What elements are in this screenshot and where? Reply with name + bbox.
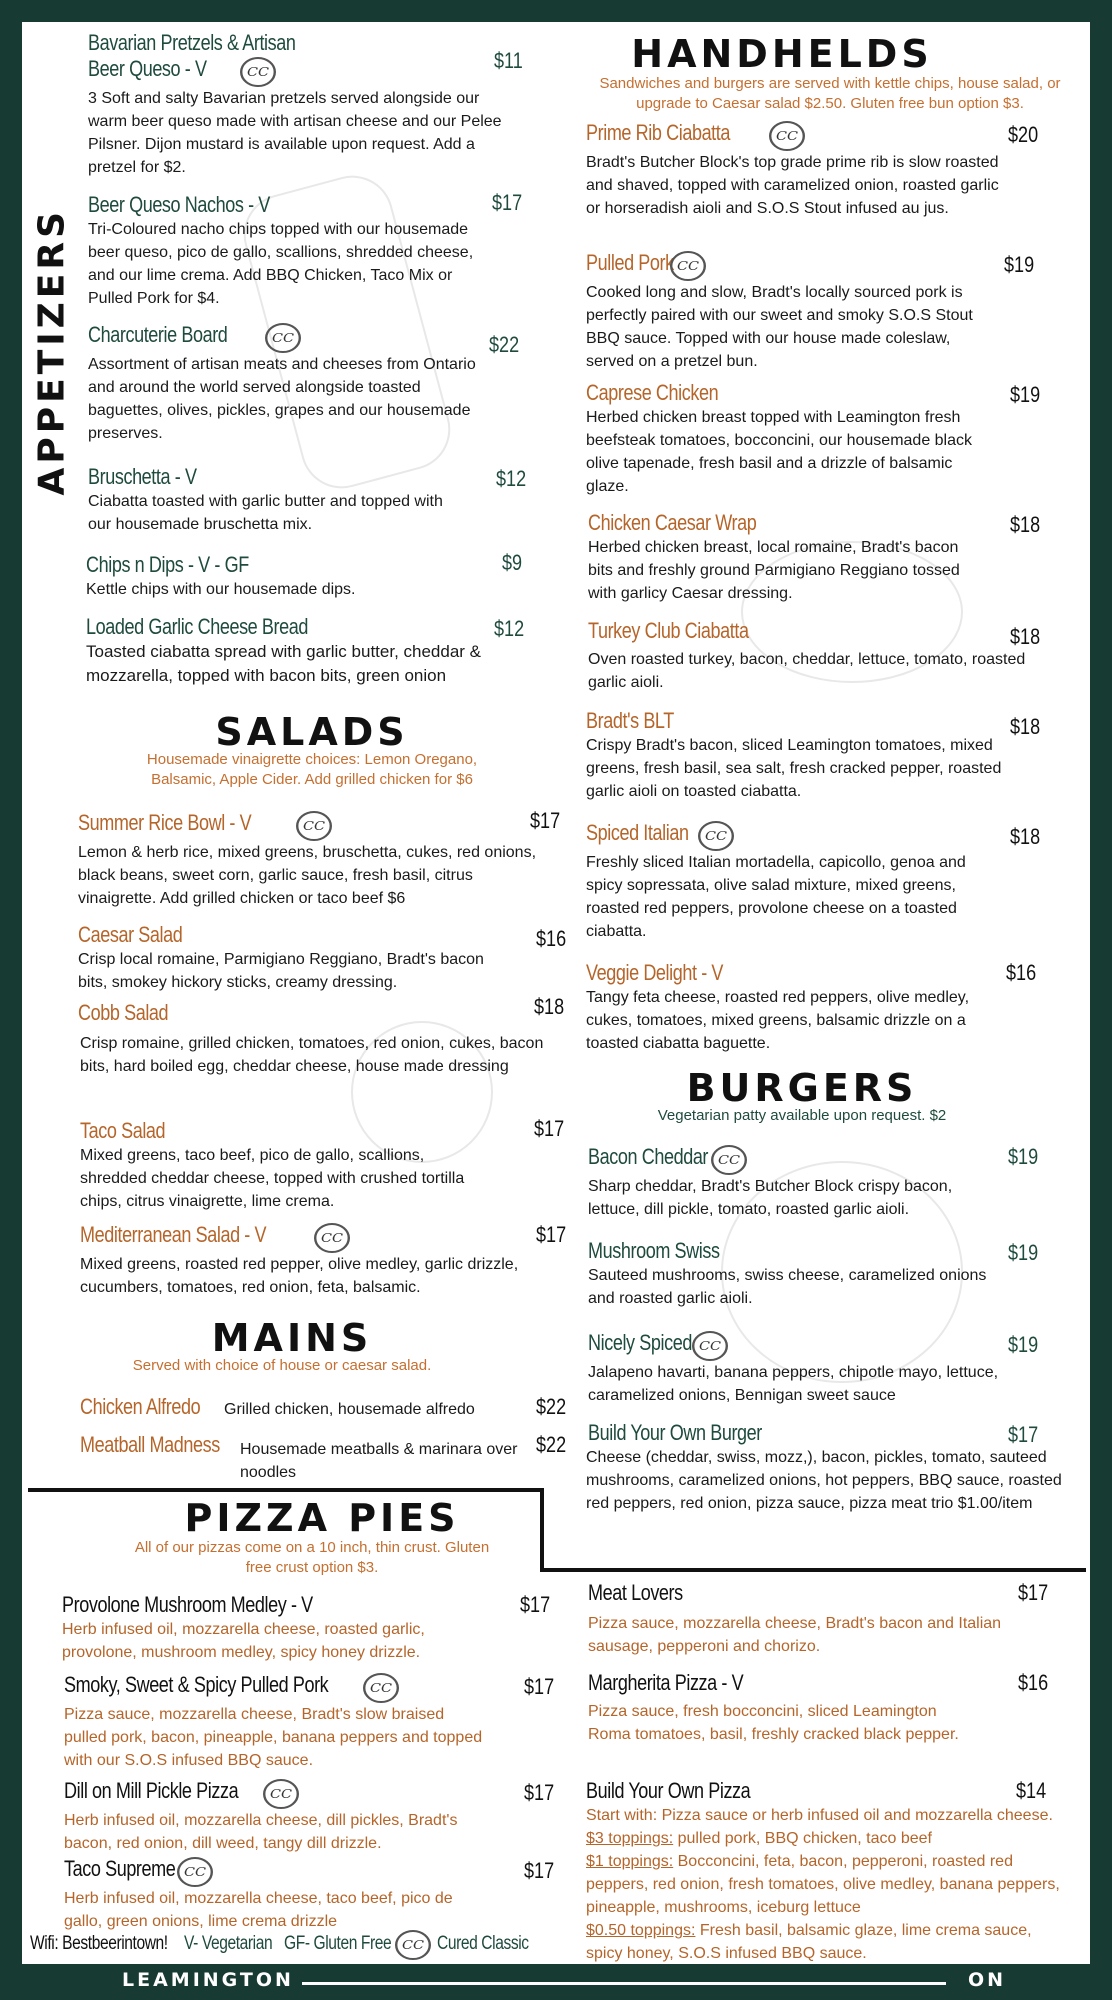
- handheld-turkey-club: [588, 618, 1041, 694]
- appetizer-bruschetta: [88, 464, 518, 536]
- handheld-caesar-wrap: [588, 510, 1041, 605]
- item-description: Assortment of artisan meats and cheeses from Ontario and around the world served alongside toasted baguettes, olives, pickles, grapes and our housemade preserves.: [88, 355, 476, 442]
- item-description: Tangy feta cheese, roasted red peppers, olive medley, cukes, tomatoes, mixed greens, balsamic drizzle on a toasted ciabatta baguette.: [586, 989, 970, 1052]
- item-description: Bradt's Butcher Block's top grade prime rib is slow roasted and shaved, topped with caramelized onion, roasted garlic or horseradish aioli and S.O.S Stout infused au jus.: [586, 153, 999, 217]
- salad-cobb: [78, 1000, 548, 1078]
- item-price: $22: [536, 1432, 567, 1457]
- pizza-taco-supreme: [64, 1856, 524, 1933]
- item-description: Pizza sauce, fresh bocconcini, sliced Leamington Roma tomatoes, basil, freshly cracked black pepper.: [588, 1703, 959, 1743]
- item-name: Veggie Delight - V: [586, 960, 724, 985]
- item-name: Smoky, Sweet & Spicy Pulled Pork: [64, 1672, 329, 1697]
- cured-classic-icon: CC: [711, 1145, 747, 1175]
- burgers-subtitle: Vegetarian patty available upon request. $2: [657, 1107, 947, 1124]
- item-price: $20: [1008, 122, 1039, 147]
- item-price: $17: [1018, 1580, 1049, 1605]
- appetizer-nachos: [88, 192, 518, 310]
- item-description: Herb infused oil, mozzarella cheese, roasted garlic, provolone, mushroom medley, spicy honey drizzle.: [62, 1621, 425, 1661]
- item-description: Toasted ciabatta spread with garlic butter, cheddar & mozzarella, topped with bacon bits, green onion: [86, 642, 482, 685]
- item-price: $17: [1008, 1422, 1039, 1447]
- appetizer-garlic-bread: [86, 614, 526, 688]
- salads-subtitle: Housemade vinaigrette choices: Lemon Oregano, Balsamic, Apple Cider. Add grilled chicken for $6: [146, 751, 478, 788]
- byo-tier-1-label: $1 toppings:: [586, 1853, 674, 1870]
- main-chicken-alfredo: [80, 1394, 540, 1420]
- cured-classic-icon: CC: [363, 1673, 399, 1703]
- pizza-title: PIZZA PIES: [184, 1496, 460, 1540]
- pizza-margherita: [588, 1670, 1038, 1746]
- item-price: $14: [1016, 1778, 1047, 1803]
- cured-classic-icon: CC: [314, 1223, 350, 1253]
- item-description: Sharp cheddar, Bradt's Butcher Block crispy bacon, lettuce, dill pickle, tomato, roasted garlic aioli.: [588, 1177, 953, 1218]
- legend-gluten-free: GF- Gluten Free: [283, 1933, 392, 1955]
- cured-classic-icon: CC: [670, 251, 706, 281]
- item-name: Loaded Garlic Cheese Bread: [86, 614, 309, 639]
- cured-classic-icon: CC: [265, 323, 301, 353]
- item-name: Build Your Own Pizza: [586, 1778, 751, 1803]
- item-name: Charcuterie Board: [88, 322, 228, 347]
- item-name: Turkey Club Ciabatta: [588, 618, 749, 643]
- pizza-build-your-own: [586, 1778, 1066, 1964]
- item-price: $17: [530, 808, 561, 833]
- item-description: Ciabatta toasted with garlic butter and topped with our housemade bruschetta mix.: [88, 493, 443, 533]
- item-name: Chips n Dips - V - GF: [86, 552, 249, 577]
- item-price: $11: [494, 48, 523, 73]
- byo-tier-3-label: $3 toppings:: [586, 1830, 674, 1847]
- item-price: $19: [1010, 382, 1041, 407]
- item-name: Beer Queso - V: [88, 56, 207, 81]
- item-price: $19: [1004, 252, 1035, 277]
- item-name: Provolone Mushroom Medley - V: [62, 1592, 313, 1617]
- footer-city: LEAMINGTON: [122, 1969, 294, 1991]
- pizza-provolone: [62, 1592, 522, 1664]
- pizza-divider-right: [540, 1568, 1086, 1572]
- item-description: Mixed greens, taco beef, pico de gallo, scallions, shredded cheddar cheese, topped with crushed tortilla chips, citrus vinaigrette, lime crema.: [80, 1147, 465, 1210]
- pizza-meat-lovers: [588, 1580, 1038, 1658]
- item-description: Freshly sliced Italian mortadella, capicollo, genoa and spicy sopressata, olive salad mixture, mixed greens, roasted red peppers, provolone cheese on a toasted ciabatta.: [586, 853, 966, 940]
- item-price: $16: [1018, 1670, 1049, 1695]
- salad-caesar: [78, 922, 508, 994]
- handheld-veggie-delight: [586, 960, 1036, 1055]
- cured-classic-icon: CC: [296, 811, 332, 841]
- handhelds-subtitle: Sandwiches and burgers are served with kettle chips, house salad, or upgrade to Caesar salad $2.50. Gluten free bun option $3.: [599, 75, 1061, 112]
- item-description: Kettle chips with our housemade dips.: [86, 581, 356, 598]
- item-name: Margherita Pizza - V: [588, 1670, 744, 1695]
- item-description: Sauteed mushrooms, swiss cheese, caramelized onions and roasted garlic aioli.: [588, 1267, 987, 1307]
- menu-page: [22, 22, 1090, 1964]
- item-name: Summer Rice Bowl - V: [78, 810, 252, 835]
- handheld-caprese-chicken: [586, 380, 1036, 498]
- item-name: Bacon Cheddar: [588, 1144, 709, 1169]
- item-description: Herbed chicken breast topped with Leamington fresh beefsteak tomatoes, bocconcini, our housemade black olive tapenade, fresh basil and a drizzle of balsamic glaze.: [586, 409, 973, 495]
- item-price: $17: [524, 1858, 555, 1883]
- item-price: $17: [520, 1592, 551, 1617]
- item-price: $16: [1006, 960, 1037, 985]
- cured-classic-icon: CC: [263, 1779, 299, 1809]
- legend-cured-classic: Cured Classic: [436, 1933, 529, 1955]
- salad-rice-bowl: [78, 810, 548, 910]
- item-name: Prime Rib Ciabatta: [586, 120, 731, 145]
- byo-tier-050-text: Fresh basil, balsamic glaze, lime crema sauce, spicy honey, S.O.S infused BBQ sauce.: [586, 1922, 1032, 1962]
- item-name: Mushroom Swiss: [588, 1238, 720, 1263]
- item-description: Crisp romaine, grilled chicken, tomatoes, red onion, cukes, bacon bits, hard boiled egg, cheddar cheese, house made dressing: [80, 1035, 544, 1075]
- pizza-divider-vertical: [540, 1488, 544, 1572]
- item-description: Grilled chicken, housemade alfredo: [224, 1401, 475, 1418]
- burger-bacon-cheddar: [588, 1144, 1038, 1221]
- item-name: Cobb Salad: [78, 1000, 169, 1025]
- appetizers-title: APPETIZERS: [31, 207, 73, 496]
- mains-title: MAINS: [211, 1316, 373, 1360]
- item-name: Meatball Madness: [80, 1432, 220, 1457]
- item-description: Cheese (cheddar, swiss, mozz,), bacon, pickles, tomato, sauteed mushrooms, caramelized onions, hot peppers, BBQ sauce, roasted red peppers, red onion, pizza sauce, pizza meat trio $1.00/item: [586, 1449, 1062, 1512]
- cured-classic-icon: CC: [769, 121, 805, 151]
- item-description: Crispy Bradt's bacon, sliced Leamington tomatoes, mixed greens, fresh basil, sea salt, fresh cracked pepper, roasted garlic aioli on toasted ciabatta.: [586, 737, 1002, 800]
- item-name: Taco Supreme: [64, 1856, 176, 1881]
- cured-classic-icon: CC: [177, 1857, 213, 1887]
- item-price: $19: [1008, 1332, 1039, 1357]
- item-price: $16: [536, 926, 567, 951]
- item-name: Nicely Spiced: [588, 1330, 692, 1355]
- salad-mediterranean: [80, 1222, 540, 1299]
- handheld-pulled-pork: [586, 250, 1036, 373]
- item-price: $17: [524, 1674, 555, 1699]
- item-name: Bradt's BLT: [586, 708, 674, 733]
- footer-province: ON: [968, 1969, 1007, 1991]
- item-description: Herb infused oil, mozzarella cheese, taco beef, pico de gallo, green onions, lime crema drizzle: [64, 1889, 453, 1930]
- handhelds-title: HANDHELDS: [631, 32, 933, 76]
- item-name: Mediterranean Salad - V: [80, 1222, 267, 1247]
- item-name: Caesar Salad: [78, 922, 183, 947]
- item-price: $22: [489, 332, 520, 357]
- legend-vegetarian: V- Vegetarian: [184, 1933, 273, 1955]
- pizza-subtitle: All of our pizzas come on a 10 inch, thin crust. Gluten free crust option $3.: [134, 1539, 490, 1576]
- item-description: Herb infused oil, mozzarella cheese, dill pickles, Bradt's bacon, red onion, dill weed, tangy dill drizzle.: [64, 1811, 458, 1852]
- item-name: Chicken Caesar Wrap: [588, 510, 757, 535]
- item-price: $18: [1010, 824, 1041, 849]
- item-price: $9: [502, 550, 523, 575]
- item-description: Crisp local romaine, Parmigiano Reggiano, Bradt's bacon bits, smokey hickory sticks, creamy dressing.: [78, 951, 484, 991]
- item-price: $22: [536, 1394, 567, 1419]
- item-description: Herbed chicken breast, local romaine, Bradt's bacon bits and freshly ground Parmigiano Reggiano tossed with garlicy Caesar dressing.: [588, 539, 960, 602]
- item-description: Tri-Coloured nacho chips topped with our housemade beer queso, pico de gallo, scallions, shredded cheese, and our lime crema. Add BBQ Chicken, Taco Mix or Pulled Pork for $4.: [88, 221, 474, 307]
- item-price: $18: [1010, 624, 1041, 649]
- handheld-prime-rib: [586, 120, 1039, 220]
- cured-classic-icon: CC: [395, 1930, 431, 1960]
- salad-taco: [80, 1118, 510, 1213]
- item-name: Beer Queso Nachos - V: [88, 192, 270, 217]
- item-price: $19: [1008, 1144, 1039, 1169]
- item-price: $12: [494, 616, 525, 641]
- item-name: Meat Lovers: [588, 1580, 683, 1605]
- mains-subtitle: Served with choice of house or caesar salad.: [132, 1357, 432, 1374]
- item-description: 3 Soft and salty Bavarian pretzels served alongside our warm beer queso made with artisan cheese and our Pelee Pilsner. Dijon mustard is available upon request. Add a pretzel for $2.: [88, 89, 502, 176]
- item-name: Dill on Mill Pickle Pizza: [64, 1778, 239, 1803]
- footer-line: [302, 1982, 946, 1985]
- appetizer-chips: [86, 552, 516, 601]
- item-description: Lemon & herb rice, mixed greens, bruschetta, cukes, red onions, black beans, sweet corn, garlic sauce, fresh basil, citrus vinaigrette. Add grilled chicken or taco beef $6: [78, 843, 537, 907]
- wifi-info: Wifi: Bestbeerintown!: [30, 1933, 168, 1955]
- cured-classic-icon: CC: [698, 821, 734, 851]
- item-price: $18: [1010, 714, 1041, 739]
- byo-tier-1-text: Bocconcini, feta, bacon, pepperoni, roasted red peppers, red onion, fresh tomatoes, olive medley, banana peppers, pineapple, mushrooms, iceburg lettuce: [586, 1853, 1060, 1916]
- item-description: Pizza sauce, mozzarella cheese, Bradt's slow braised pulled pork, bacon, pineapple, banana peppers and topped with our S.O.S infused BBQ sauce.: [64, 1705, 483, 1769]
- item-description: Mixed greens, roasted red pepper, olive medley, garlic drizzle, cucumbers, tomatoes, red onion, feta, balsamic.: [80, 1255, 519, 1296]
- item-price: $17: [492, 190, 523, 215]
- item-name: Taco Salad: [80, 1118, 166, 1143]
- item-name: Pulled Pork: [586, 250, 674, 275]
- item-description: Cooked long and slow, Bradt's locally sourced pork is perfectly paired with our sweet and smoky S.O.S Stout BBQ sauce. Topped with our house made coleslaw, served on a pretzel bun.: [586, 283, 973, 370]
- item-price: $12: [496, 466, 527, 491]
- handheld-blt: [586, 708, 1036, 803]
- appetizer-pretzels: [88, 30, 538, 179]
- burgers-title: BURGERS: [686, 1066, 918, 1110]
- handheld-spiced-italian: [586, 820, 1036, 943]
- item-description: Jalapeno havarti, banana peppers, chipotle mayo, lettuce, caramelized onions, Bennigan sweet sauce: [588, 1363, 999, 1404]
- item-description: [586, 1804, 1061, 1964]
- item-price: $19: [1008, 1240, 1039, 1265]
- item-description: Housemade meatballs & marinara over noodles: [240, 1441, 518, 1481]
- item-name: Bruschetta - V: [88, 464, 197, 489]
- pizza-divider-left: [28, 1488, 544, 1492]
- item-price: $17: [534, 1116, 565, 1141]
- item-price: $18: [534, 994, 565, 1019]
- cured-classic-icon: CC: [240, 57, 276, 87]
- legend: [30, 1930, 550, 1960]
- item-name: Caprese Chicken: [586, 380, 719, 405]
- item-name: Bavarian Pretzels & Artisan: [88, 30, 296, 55]
- pizza-pulled-pork: [64, 1672, 524, 1772]
- item-price: $17: [536, 1222, 567, 1247]
- item-price: $17: [524, 1780, 555, 1805]
- item-name: Chicken Alfredo: [80, 1394, 201, 1419]
- item-description: Pizza sauce, mozzarella cheese, Bradt's bacon and Italian sausage, pepperoni and chorizo.: [588, 1615, 1002, 1655]
- item-description: Oven roasted turkey, bacon, cheddar, lettuce, tomato, roasted garlic aioli.: [588, 651, 1026, 691]
- main-meatball-madness: [80, 1432, 540, 1481]
- cured-classic-icon: CC: [692, 1331, 728, 1361]
- appetizer-charcuterie: [88, 322, 518, 445]
- byo-tier-3-text: pulled pork, BBQ chicken, taco beef: [673, 1830, 932, 1847]
- footer-bar: [0, 1964, 1112, 2000]
- burger-nicely-spiced: [588, 1330, 1038, 1407]
- pizza-dill-pickle: [64, 1778, 524, 1855]
- byo-start: Start with: Pizza sauce or herb infused oil and mozzarella cheese.: [586, 1807, 1053, 1824]
- byo-tier-050-label: $0.50 toppings:: [586, 1922, 696, 1939]
- item-name: Spiced Italian: [586, 820, 689, 845]
- salads-title: SALADS: [215, 710, 409, 754]
- item-price: $18: [1010, 512, 1041, 537]
- burger-mushroom-swiss: [588, 1238, 1038, 1310]
- item-name: Build Your Own Burger: [588, 1420, 762, 1445]
